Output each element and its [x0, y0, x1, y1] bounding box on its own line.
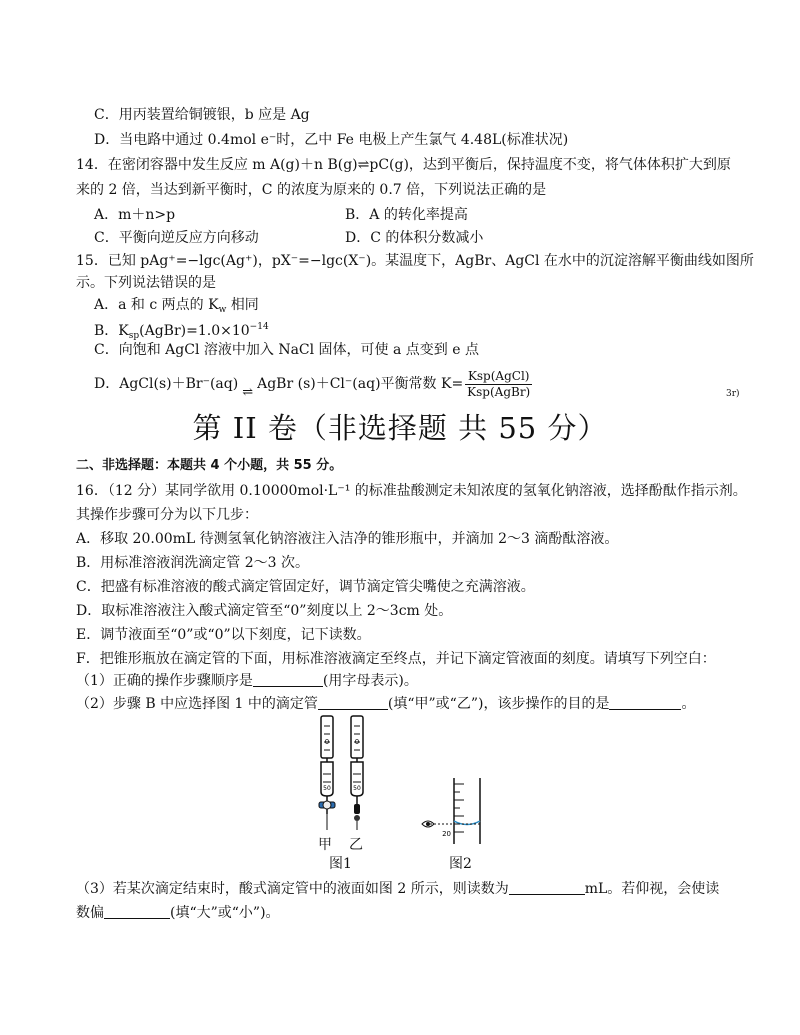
tick-50-yi: 50 [353, 785, 361, 792]
q14-option-d: D．C 的体积分数减小 [345, 230, 484, 246]
figure2-reading [418, 772, 498, 852]
q13-option-d: D．当电路中通过 0.4mol e⁻时，乙中 Fe 电极上产生氯气 4.48L(标准状况) [94, 132, 569, 148]
q16-step-e: E．调节液面至“0”或“0”以下刻度，记下读数。 [76, 627, 371, 643]
q16-part3-line2 [76, 904, 280, 922]
q15-stem-line1: 15．已知 pAg⁺=−lgc(Ag⁺)，pX⁻=−lgc(X⁻)。某温度下，AgBr、AgCl 在水中的沉淀溶解平衡曲线如图所 [76, 253, 754, 269]
ksp-subscript: sp [128, 331, 140, 341]
q16-part2-text: （2）步骤 B 中应选择图 1 中的滴定管 [76, 696, 318, 712]
equilibrium-arrow-icon: ⇌ [242, 385, 254, 400]
q16-step-d: D．取标准溶液注入酸式滴定管至“0”刻度以上 2～3cm 处。 [76, 603, 453, 619]
q16-stem-line1: 16．（12 分）某同学欲用 0.10000mol·L⁻¹ 的标准盐酸测定未知浓度的氢氧化钠溶液，选择酚酞作指示剂。 [76, 483, 747, 499]
q14-stem-part1: 14．在密闭容器中发生反应 m A(g)＋n B(g) [76, 157, 358, 173]
q16-step-a: A．移取 20.00mL 待测氢氧化钠溶液注入洁净的锥形瓶中，并滴加 2～3 滴酚酞溶液。 [76, 531, 619, 547]
q16-part1-tail: (用字母表示)。 [322, 673, 418, 689]
q16-part1-text: （1）正确的操作步骤顺序是 [76, 673, 253, 689]
q14-stem-line1 [76, 156, 731, 174]
q16-part3-line2-tail: (填“大”或“小”)。 [170, 905, 280, 921]
fraction-denominator: Ksp(AgBr) [467, 384, 531, 399]
k-fraction [465, 369, 532, 400]
figure1-caption: 图1 [329, 856, 352, 872]
q14-option-a: A．m＋n>p [94, 207, 176, 223]
q16-part1 [76, 672, 418, 690]
q16-part3-mid: mL。若仰视，会使读 [584, 881, 720, 897]
q14-option-b: B．A 的转化率提高 [345, 207, 468, 223]
section-header: 二、非选择题：本题共 4 个小题，共 55 分。 [76, 458, 343, 473]
q14-stem-line2: 来的 2 倍，当达到新平衡时，C 的浓度为原来的 0.7 倍，下列说法正确的是 [76, 182, 547, 198]
q15-option-b-value: (AgBr)=1.0×10 [139, 323, 250, 339]
answer-blank-1[interactable] [253, 672, 323, 687]
q15-option-c: C．向饱和 AgCl 溶液中加入 NaCl 固体，可使 a 点变到 e 点 [94, 342, 479, 358]
tick-0-yi: 0 [354, 738, 360, 746]
tick-0-jia: 0 [324, 738, 330, 746]
answer-blank-4[interactable] [509, 880, 585, 895]
label-yi: 乙 [349, 837, 363, 853]
q15-option-a-tail: 相同 [226, 297, 259, 313]
q15-stem-line2: 示。下列说法错误的是 [76, 275, 216, 291]
q16-part2-mid: (填“甲”或“乙”)，该步操作的目的是 [387, 696, 610, 712]
q16-stem-line2: 其操作步骤可分为以下几步： [76, 507, 258, 523]
figure2-caption: 图2 [449, 856, 472, 872]
q16-part3-line2-text: 数偏 [76, 905, 104, 921]
tick-50-jia: 50 [323, 785, 331, 792]
q15-option-a [94, 296, 259, 319]
answer-blank-2[interactable] [318, 695, 388, 710]
answer-blank-3[interactable] [609, 695, 681, 710]
q15-option-d-mid: AgBr (s)＋Cl⁻(aq)平衡常数 K= [257, 376, 464, 392]
q15-option-b-text: B．K [94, 323, 129, 339]
q15-option-d [94, 367, 532, 410]
section-title: 第 II 卷（非选择题 共 55 分） [192, 411, 608, 445]
q16-step-f: F．把锥形瓶放在滴定管的下面，用标准溶液滴定至终点，并记下滴定管液面的刻度。请填写下列空白： [76, 651, 716, 667]
burette-jia [319, 716, 335, 830]
q16-part3-text: （3）若某次滴定结束时，酸式滴定管中的液面如图 2 所示，则读数为 [76, 881, 509, 897]
equilibrium-arrow-icon: ⇌ [357, 157, 370, 173]
q16-step-c: C．把盛有标准溶液的酸式滴定管固定好，调节滴定管尖嘴使之充满溶液。 [76, 579, 535, 595]
kw-subscript: w [218, 305, 227, 315]
q15-option-a-text: A．a 和 c 两点的 K [94, 297, 219, 313]
answer-blank-5[interactable] [104, 904, 170, 919]
q16-part3-line1 [76, 880, 719, 898]
q16-part2 [76, 695, 695, 713]
q16-step-b: B．用标准溶液润洗滴定管 2～3 次。 [76, 555, 310, 571]
figure1-burettes [300, 712, 390, 870]
q14-option-c: C．平衡向逆反应方向移动 [94, 230, 259, 246]
margin-mark: 3r) [726, 389, 740, 399]
exponent: −14 [249, 322, 269, 332]
label-jia: 甲 [318, 837, 332, 853]
q16-part2-tail: 。 [681, 696, 696, 712]
fraction-numerator: Ksp(AgCl) [465, 369, 532, 385]
q14-stem-part2: pC(g)，达到平衡后，保持温度不变，将气体体积扩大到原 [369, 157, 731, 173]
burette-yi [351, 716, 363, 830]
q15-option-d-text: D．AgCl(s)＋Br⁻(aq) [94, 376, 239, 392]
q13-option-c: C．用丙装置给铜镀银，b 应是 Ag [94, 107, 310, 123]
figure2-tick-20: 20 [442, 830, 451, 838]
